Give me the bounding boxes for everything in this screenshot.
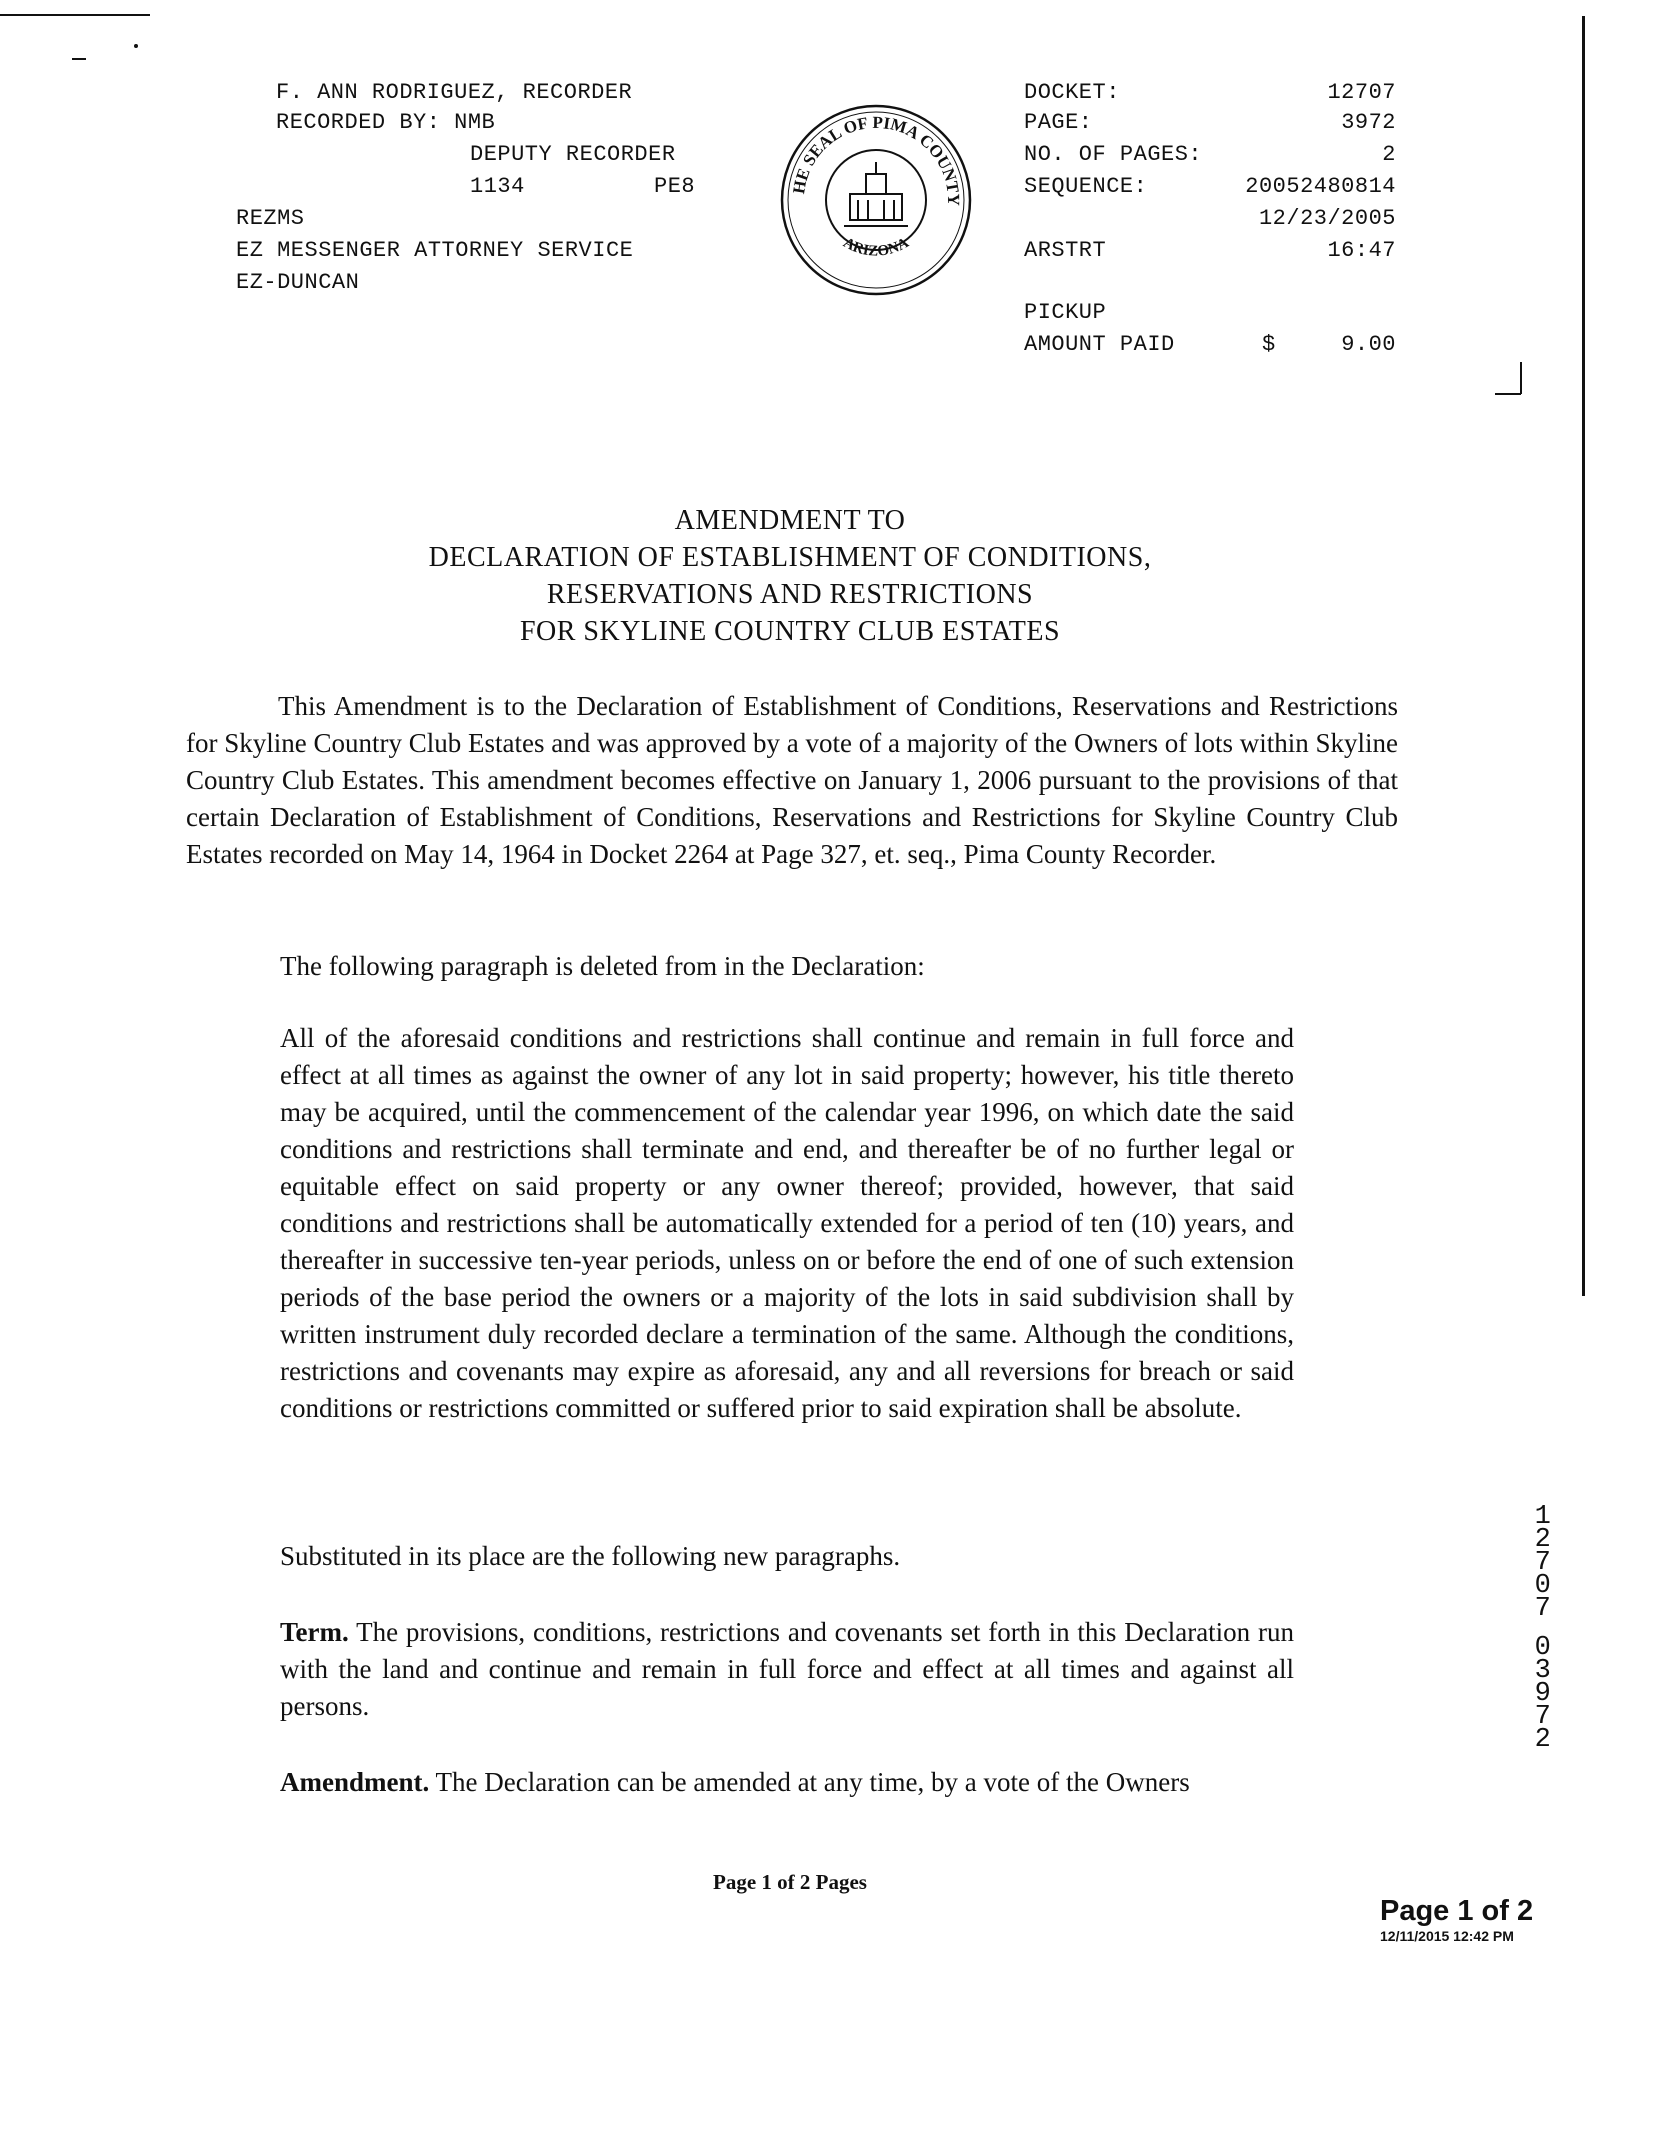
recording-date: 12/23/2005	[1258, 206, 1396, 231]
margin-stamp-char: 1	[1534, 1502, 1552, 1532]
arstrt-label: ARSTRT	[1024, 238, 1107, 263]
submitting-company: EZ MESSENGER ATTORNEY SERVICE	[236, 238, 634, 263]
scan-artifact-right-border	[1582, 16, 1585, 1296]
print-stamp-page: Page 1 of 2	[1380, 1895, 1534, 1927]
deputy-number: 1134	[470, 174, 525, 199]
term-paragraph	[280, 1614, 1294, 1725]
seal-building-icon	[844, 162, 908, 226]
title-line-3: RESERVATIONS AND RESTRICTIONS	[546, 579, 1034, 610]
pages-value: 2	[1382, 142, 1396, 167]
margin-stamp-char: 2	[1534, 1525, 1552, 1555]
margin-stamp-char: 7	[1534, 1702, 1552, 1732]
seal-graphic	[778, 102, 974, 298]
print-stamp-datetime: 12/11/2015 12:42 PM	[1380, 1928, 1514, 1944]
amount-value: 9.00	[1341, 332, 1396, 357]
title-line-2: DECLARATION OF ESTABLISHMENT OF CONDITIONS,	[428, 542, 1152, 573]
page-value: 3972	[1341, 110, 1396, 135]
substituted-intro: Substituted in its place are the following new paragraphs.	[280, 1541, 901, 1571]
scan-artifact-right-hook	[1495, 393, 1521, 395]
sequence-label: SEQUENCE:	[1024, 174, 1148, 199]
scan-artifact-top-line	[0, 14, 150, 16]
print-stamp	[1380, 1895, 1560, 1945]
margin-stamp-char: 9	[1534, 1679, 1552, 1709]
submitting-contact: EZ-DUNCAN	[236, 270, 360, 295]
recorded-by: RECORDED BY: NMB	[276, 110, 496, 135]
docket-label: DOCKET:	[1024, 80, 1120, 105]
sequence-value: 20052480814	[1245, 174, 1396, 199]
recording-code: REZMS	[236, 206, 305, 231]
amount-currency: $	[1262, 332, 1276, 357]
margin-stamp-char: 0	[1534, 1633, 1552, 1663]
scan-artifact-dot	[134, 44, 138, 48]
deleted-paragraph: All of the aforesaid conditions and restrictions shall continue and remain in full force and effect at all times as against the owner of any lot in said property; however, his title thereto may be acquired, until the commencement of the calendar year 1996, on which date the said conditions and restrictions shall terminate and end, and thereafter be of no further legal or equitable effect on said property or any owner thereof; provided, however, that said conditions and restrictions shall be automatically extended for a period of ten (10) years, and thereafter in successive ten-year periods, unless on or before the end of one of such extension periods of the base period the owners or a majority of the lots in said subdivision shall by written instrument duly recorded declare a termination of the same. Although the conditions, restrictions and covenants may expire as aforesaid, any and all reversions for breach or said conditions or restrictions committed or suffered prior to said expiration shall be absolute.	[280, 1023, 1294, 1423]
svg-text:ARIZONA	[840, 235, 911, 260]
scan-artifact-right-hook-vert	[1520, 362, 1522, 394]
title-line-4: FOR SKYLINE COUNTRY CLUB ESTATES	[519, 616, 1061, 647]
amendment-heading: Amendment.	[280, 1767, 430, 1797]
pima-county-seal	[778, 102, 974, 298]
margin-stamp-char: 3	[1534, 1656, 1552, 1686]
seal-bottom-text: ARIZONA	[840, 234, 912, 260]
page-label: PAGE:	[1024, 110, 1093, 135]
intro-paragraph: This Amendment is to the Declaration of Establishment of Conditions, Reservations and Restrictions for Skyline Country Club Estates and was approved by a vote of a majority of the Owners of lots within Skyline Country Club Estates. This amendment becomes effective on January 1, 2006 pursuant to the provisions of that certain Declaration of Establishment of Conditions, Reservations and Restrictions for Skyline Country Club Estates recorded on May 14, 1964 in Docket 2264 at Page 327, et. seq., Pima County Recorder.	[186, 691, 1398, 869]
margin-docket-stamp	[1528, 1502, 1558, 1755]
svg-text:THE SEAL OF PIMA COUNTY	[778, 102, 963, 206]
margin-stamp-char: 7	[1534, 1594, 1552, 1624]
term-heading: Term.	[280, 1617, 349, 1647]
pages-label: NO. OF PAGES:	[1024, 142, 1203, 167]
title-line-1: AMENDMENT TO	[674, 505, 906, 536]
page-number-footer: Page 1 of 2 Pages	[713, 1870, 867, 1894]
amendment-text: The Declaration can be amended at any time, by a vote of the Owners	[435, 1767, 1190, 1797]
recorder-name: F. ANN RODRIGUEZ, RECORDER	[276, 80, 633, 105]
seal-top-text: HE SEAL OF PIMA COUNTY	[789, 112, 964, 206]
margin-stamp-char: 7	[1534, 1548, 1552, 1578]
docket-value: 12707	[1327, 80, 1396, 105]
margin-stamp-char: 0	[1534, 1571, 1552, 1601]
deputy-code: PE8	[654, 174, 696, 199]
pickup-label: PICKUP	[1024, 300, 1107, 325]
document-title	[0, 502, 1580, 650]
scan-artifact-mark	[72, 58, 86, 60]
amount-paid-label: AMOUNT PAID	[1024, 332, 1175, 357]
deleted-intro: The following paragraph is deleted from in the Declaration:	[280, 951, 925, 981]
recording-time: 16:47	[1327, 238, 1396, 263]
term-text: The provisions, conditions, restrictions and covenants set forth in this Declaration run with the land and continue and remain in full force and effect at all times and against all persons.	[280, 1617, 1294, 1721]
deputy-recorder: DEPUTY RECORDER	[470, 142, 676, 167]
amendment-paragraph	[280, 1764, 1380, 1801]
margin-stamp-char: 2	[1534, 1725, 1552, 1755]
